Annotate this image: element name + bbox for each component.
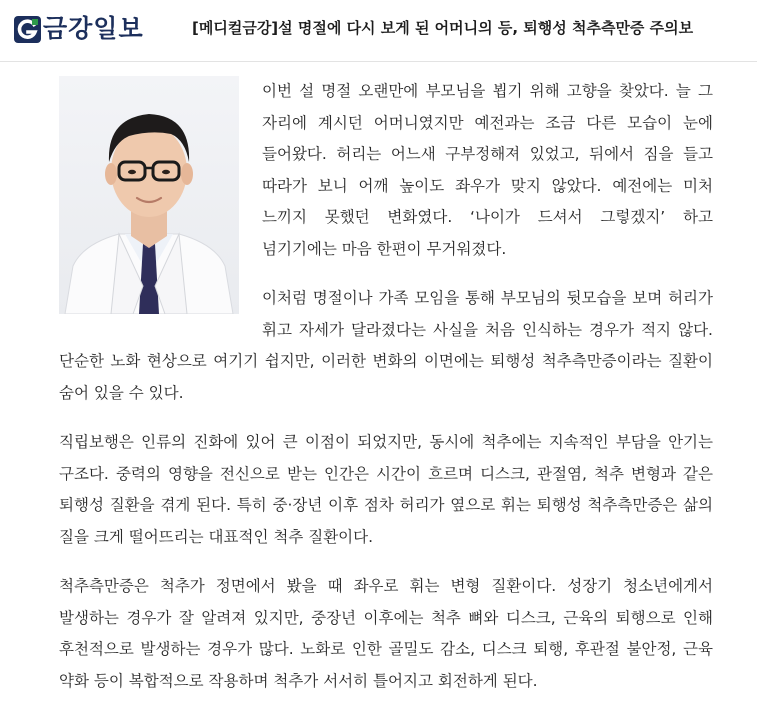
logo-mark-icon [14, 16, 41, 43]
site-logo[interactable] [14, 11, 144, 47]
article-paragraph: 이번 설 명절 오랜만에 부모님을 뵙기 위해 고향을 찾았다. 늘 그 자리에 계시던 어머니였지만 예전과는 조금 다른 모습이 눈에 들어왔다. 허리는 어느새 구부정해져 있었고, 뒤에서 짐을 들고 따라가 보니 어깨 높이도 좌우가 맞지 않았다. 예전에는 미처 느끼지 못했던 변화였다. ‘나이가 드셔서 그렇겠지’ 하고 넘기기에는 마음 한편이 무거워졌다. [262, 82, 713, 258]
doctor-portrait-image [59, 76, 239, 314]
article-paragraph: 이처럼 명절이나 가족 모임을 통해 부모님의 뒷모습을 보며 허리가 휘고 자세가 달라졌다는 사실을 처음 인식하는 경우가 적지 않다. 단순한 노화 현상으로 여기기 쉽지만, 이러한 변화의 이면에는 퇴행성 척추측만증이라는 질환이 숨어 있을 수 있다. [59, 289, 713, 402]
site-header [0, 0, 757, 62]
article-paragraph: 직립보행은 인류의 진화에 있어 큰 이점이 되었지만, 동시에 척추에는 지속적인 부담을 안기는 구조다. 중력의 영향을 전신으로 받는 인간은 시간이 흐르며 디스크, 관절염, 척추 변형과 같은 퇴행성 질환을 겪게 된다. 특히 중·장년 이후 점차 허리가 옆으로 휘는 퇴행성 척추측만증은 삶의 질을 크게 떨어뜨리는 대표적인 척추 질환이다. [59, 433, 713, 546]
logo-text: 금강일보 [43, 14, 144, 43]
article-paragraph: 척추측만증은 척추가 정면에서 봤을 때 좌우로 휘는 변형 질환이다. 성장기 청소년에게서 발생하는 경우가 잘 알려져 있지만, 중장년 이후에는 척추 뼈와 디스크, 근육의 퇴행으로 인해 후천적으로 발생하는 경우가 많다. 노화로 인한 골밀도 감소, 디스크 퇴행, 후관절 불안정, 근육 약화 등이 복합적으로 작용하며 척추가 서서히 틀어지고 회전하게 된다. [59, 577, 713, 690]
article-body [59, 64, 713, 715]
article-headline: [메디컬금강]설 명절에 다시 보게 된 어머니의 등, 퇴행성 척추측만증 주의보 [192, 19, 694, 37]
